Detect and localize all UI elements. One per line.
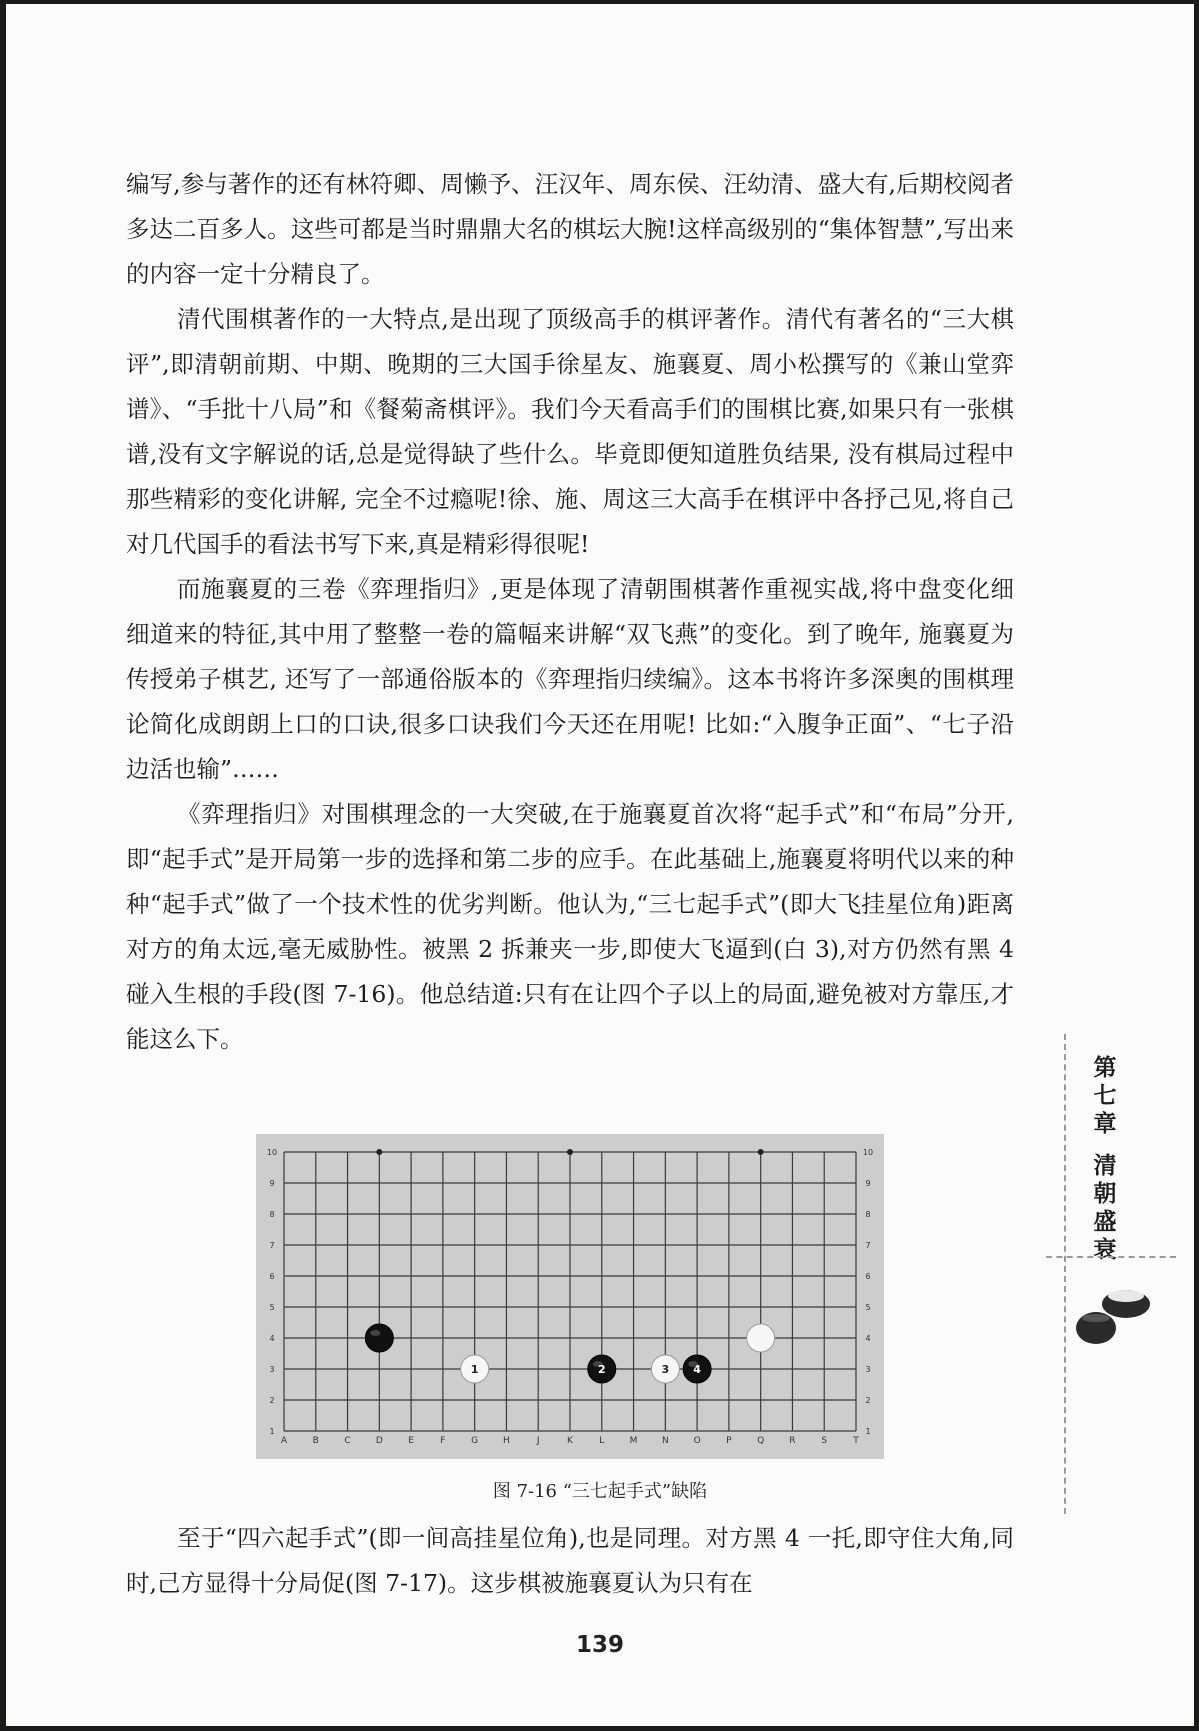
stone-label: 3 [661, 1363, 670, 1376]
paragraph: 编写,参与著作的还有林符卿、周懒予、汪汉年、周东侯、汪幼清、盛大有,后期校阅者多达二百多人。这些可都是当时鼎鼎大名的棋坛大腕!这样高级别的“集体智慧”,写出来的内容一定十分精良了。 [126, 170, 1014, 288]
margin-dash [1046, 1256, 1176, 1258]
row-label: 1 [269, 1427, 275, 1436]
stone-label: 1 [470, 1363, 479, 1376]
go-bowl-icon [1074, 1282, 1154, 1352]
stone-label: 4 [693, 1363, 701, 1376]
column-label: G [471, 1436, 479, 1446]
chapter-char: 朝 [1093, 1181, 1117, 1207]
column-label: S [821, 1436, 828, 1446]
row-label: 8 [865, 1210, 871, 1219]
chapter-char: 七 [1093, 1083, 1117, 1109]
row-label: 10 [862, 1148, 874, 1157]
paragraph: 清代围棋著作的一大特点,是出现了顶级高手的棋评著作。清代有著名的“三大棋评”,即清朝前期、中期、晚期的三大国手徐星友、施襄夏、周小松撰写的《兼山堂弈谱》、“手批十八局”和《餐菊斋棋评》。我们今天看高手们的围棋比赛,如果只有一张棋谱,没有文字解说的话,总是觉得缺了些什么。毕竟即便知道胜负结果, 没有棋局过程中那些精彩的变化讲解, 完全不过瘾呢!徐、施、周这三大高手在棋评中各抒己见,将自己对几代国手的看法书写下来,真是精彩得很呢! [126, 305, 1014, 558]
chapter-char: 清 [1093, 1153, 1117, 1179]
row-label: 4 [269, 1334, 275, 1343]
row-label: 6 [865, 1272, 871, 1281]
column-label: M [629, 1436, 638, 1446]
stone-label: 2 [597, 1363, 606, 1376]
row-label: 5 [865, 1303, 871, 1312]
column-label: B [312, 1436, 319, 1446]
row-label: 9 [269, 1179, 275, 1188]
star-point [376, 1149, 382, 1155]
column-label: L [599, 1436, 605, 1446]
column-label: P [726, 1436, 732, 1446]
go-board-diagram [256, 1134, 884, 1459]
paragraph: 而施襄夏的三卷《弈理指归》,更是体现了清朝围棋著作重视实战,将中盘变化细细道来的特征,其中用了整整一卷的篇幅来讲解“双飞燕”的变化。到了晚年, 施襄夏为传授弟子棋艺, 还写了一部通俗版本的《弈理指归续编》。这本书将许多深奥的围棋理论简化成朗朗上口的口诀,很多口诀我们今天还在用呢! 比如:“入腹争正面”、“七子沿边活也输”…… [126, 575, 1014, 783]
chapter-char: 盛 [1093, 1209, 1117, 1235]
column-label: D [375, 1436, 383, 1446]
book-page [6, 4, 1194, 1726]
row-label: 10 [266, 1148, 278, 1157]
row-label: 9 [865, 1179, 871, 1188]
body-text-bottom [126, 1516, 1014, 1606]
column-label: O [693, 1436, 701, 1446]
figure-caption: 图 7-16 “三七起手式”缺陷 [492, 1481, 708, 1502]
paragraph: 《弈理指归》对围棋理念的一大突破,在于施襄夏首次将“起手式”和“布局”分开,即“起手式”是开局第一步的选择和第二步的应手。在此基础上,施襄夏将明代以来的种种“起手式”做了一个技术性的优劣判断。他认为,“三七起手式”(即大飞挂星位角)距离对方的角太远,毫无威胁性。被黑 2 拆兼夹一步,即使大飞逼到(白 3),对方仍然有黑 4 碰入生根的手段(图 7-16)。他总结道:只有在让四个子以上的局面,避免被对方靠压,才能这么下。 [126, 800, 1014, 1053]
row-label: 2 [865, 1396, 871, 1405]
row-label: 3 [269, 1365, 275, 1374]
column-label: K [567, 1436, 573, 1446]
row-label: 7 [865, 1241, 871, 1250]
page-number: 139 [575, 1632, 624, 1658]
white-stone [747, 1324, 775, 1352]
row-label: 5 [269, 1303, 275, 1312]
column-label: C [344, 1436, 351, 1446]
row-label: 8 [269, 1210, 275, 1219]
paragraph: 至于“四六起手式”(即一间高挂星位角),也是同理。对方黑 4 一托,即守住大角,同时,己方显得十分局促(图 7-17)。这步棋被施襄夏认为只有在 [126, 1524, 1014, 1597]
stone-highlight [370, 1330, 380, 1336]
row-label: 7 [269, 1241, 275, 1250]
star-point [567, 1149, 573, 1155]
row-label: 2 [269, 1396, 275, 1405]
row-label: 3 [865, 1365, 871, 1374]
black-stone [365, 1324, 393, 1352]
body-text-top [126, 162, 1014, 1062]
row-label: 6 [269, 1272, 275, 1281]
column-label: N [661, 1436, 669, 1446]
go-board-figure [256, 1134, 884, 1459]
column-label: A [280, 1436, 288, 1446]
margin-divider [1064, 1034, 1066, 1514]
chapter-char: 衰 [1093, 1237, 1117, 1263]
star-point [758, 1149, 764, 1155]
chapter-title [1090, 1054, 1120, 1264]
column-label: J [536, 1436, 540, 1446]
column-label: H [503, 1436, 510, 1446]
column-label: E [408, 1436, 414, 1446]
column-label: R [789, 1436, 796, 1446]
column-label: Q [757, 1436, 765, 1446]
column-label: F [440, 1436, 446, 1446]
chapter-char: 章 [1093, 1111, 1117, 1137]
row-label: 1 [865, 1427, 871, 1436]
row-label: 4 [865, 1334, 871, 1343]
column-label: T [853, 1436, 859, 1446]
chapter-char: 第 [1093, 1055, 1117, 1081]
